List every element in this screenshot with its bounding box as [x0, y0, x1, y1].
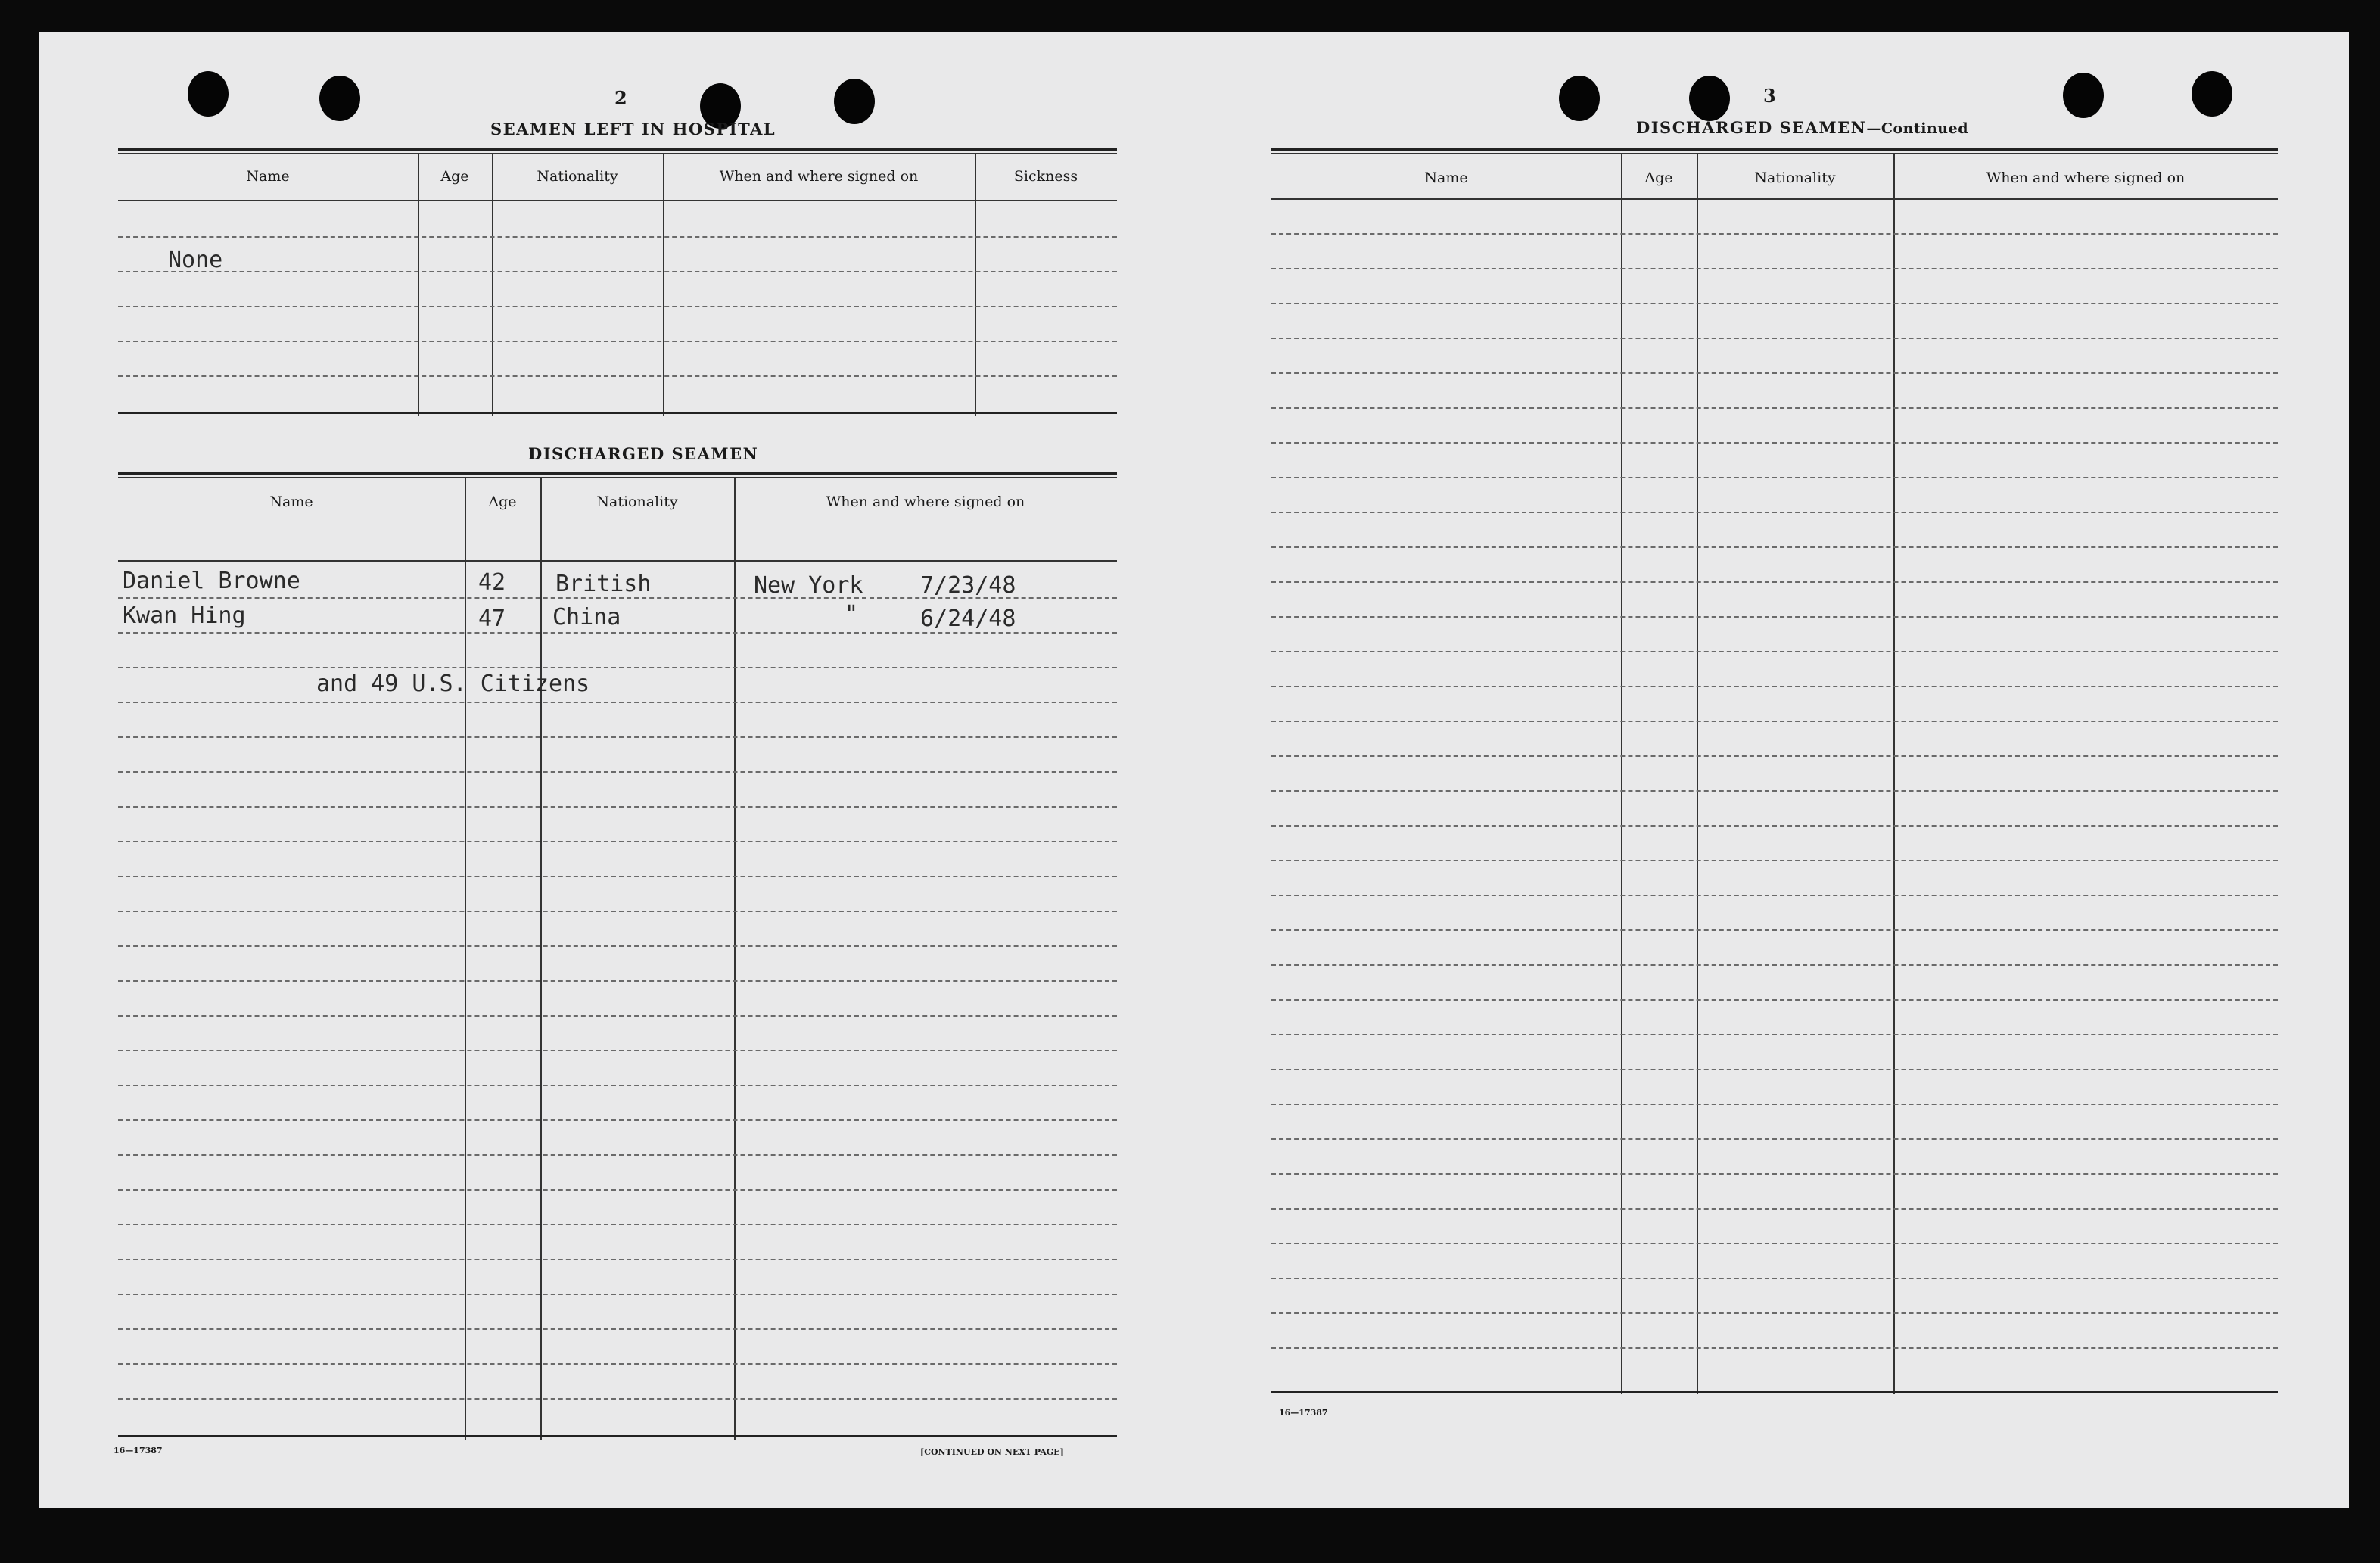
form-number: 16—17387 [114, 1446, 163, 1456]
header-nationality: Nationality [596, 493, 678, 510]
seaman-nationality: China [552, 604, 621, 630]
hospital-table [118, 148, 1117, 451]
discharged-section-title: DISCHARGED SEAMEN [528, 444, 759, 463]
header-nationality: Nationality [537, 168, 618, 185]
title-suffix: —Continued [1866, 120, 1968, 137]
hospital-section-title: SEAMEN LEFT IN HOSPITAL [490, 120, 776, 139]
signed-on-place: New York [754, 572, 863, 599]
header-when-where: When and where signed on [826, 493, 1025, 510]
header-name: Name [269, 493, 313, 510]
hospital-entry-none: None [168, 247, 223, 273]
header-name: Name [246, 168, 290, 185]
header-age: Age [1644, 170, 1673, 186]
header-age: Age [440, 168, 469, 185]
discharged-continued-table [1271, 148, 2278, 1435]
seaman-name: Daniel Browne [123, 568, 300, 594]
discharged-continued-title [1636, 118, 1968, 137]
document-sheet [39, 32, 2349, 1508]
title-main: DISCHARGED SEAMEN [1636, 118, 1867, 137]
header-when-where: When and where signed on [719, 168, 919, 185]
discharged-note: and 49 U.S. Citizens [316, 671, 590, 697]
seaman-name: Kwan Hing [123, 602, 246, 629]
header-sickness: Sickness [1013, 168, 1078, 185]
continued-note: [CONTINUED ON NEXT PAGE] [920, 1447, 1064, 1457]
header-age: Age [488, 493, 517, 510]
discharged-table [118, 472, 1117, 1449]
seaman-nationality: British [555, 571, 652, 597]
seaman-age: 47 [478, 606, 506, 632]
page-number: 3 [1763, 85, 1776, 107]
seaman-age: 42 [478, 569, 506, 596]
header-name: Name [1424, 170, 1468, 186]
form-number: 16—17387 [1279, 1408, 1328, 1418]
header-when-where: When and where signed on [1986, 170, 2186, 186]
signed-on-ditto: " [845, 601, 859, 627]
right-page [1190, 32, 2349, 1508]
left-page [39, 32, 1174, 1508]
signed-on-date: 6/24/48 [920, 606, 1016, 632]
page-number: 2 [614, 87, 627, 109]
signed-on-date: 7/23/48 [920, 572, 1016, 599]
header-nationality: Nationality [1754, 170, 1836, 186]
